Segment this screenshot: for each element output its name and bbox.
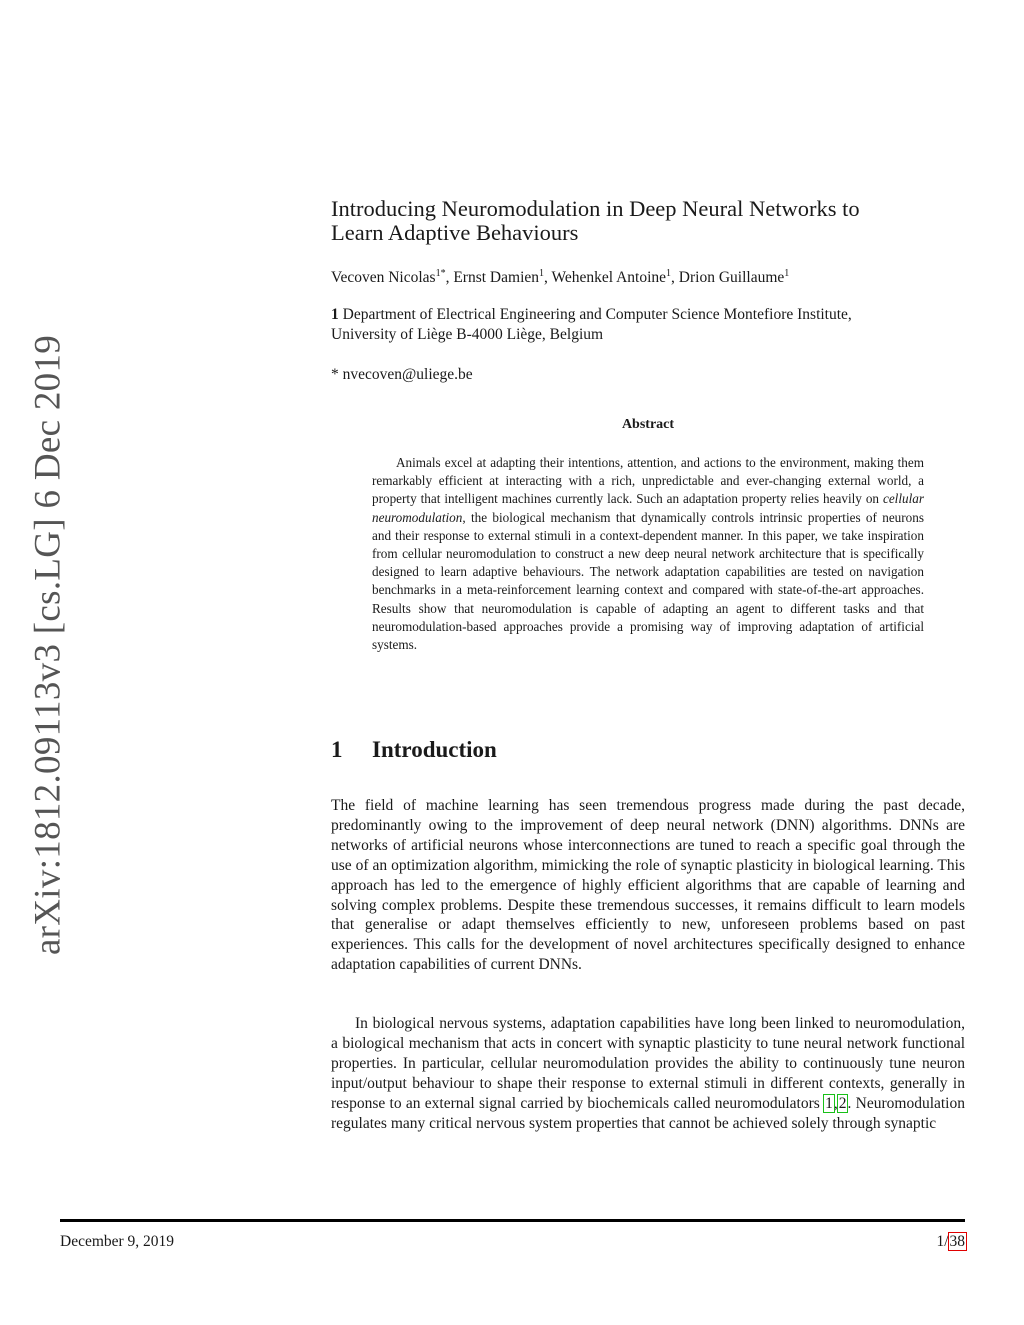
page-number [936, 1233, 966, 1251]
paper-title [331, 197, 971, 245]
abstract-text-start: Animals excel at adapting their intentions, attention, and actions to the environment, making them remarkably efficient at interacting with a rich, unpredictable and ever-changing external world, a property that intelligent machines currently lack. Such an adaptation property relies heavily on [372, 455, 924, 507]
affiliation-line-1: Department of Electrical Engineering and Computer Science Montefiore Institute, [342, 306, 852, 323]
author-separator: , [445, 269, 454, 287]
author-separator: , [671, 269, 679, 287]
author-affiliation-mark: 1 [784, 268, 790, 279]
paragraph-2-text-start: In biological nervous systems, adaptation capabilities have long been linked to neuromodulation, a biological mechanism that acts in concert with synaptic plasticity to tune neural network functional properties. In particular, cellular neuromodulation provides the ability to continuously tune neuron input/output behaviour to shape their response to external stimuli in different contexts, generally in response to an external signal carried by biochemicals called neuromodulators [331, 1015, 965, 1112]
author-name: Vecoven Nicolas [331, 269, 436, 287]
affiliation-line-2: University of Liège B-4000 Liège, Belgium [331, 326, 604, 343]
page-current: 1/ [936, 1233, 949, 1250]
abstract-heading: Abstract [621, 417, 675, 432]
citation-separator: , [833, 1094, 838, 1112]
section-heading-introduction [331, 737, 971, 763]
affiliation [331, 305, 971, 345]
author-name: Drion Guillaume [678, 269, 785, 287]
author-affiliation-mark: 1 [666, 268, 672, 279]
footer-date: December 9, 2019 [60, 1233, 175, 1250]
abstract-text-end: , the biological mechanism that dynamically controls intrinsic properties of neurons and their response to external stimuli in a context-dependent manner. In this paper, we take inspiration from cellular neuromodulation to construct a new deep neural network architecture that is specifically designed to learn adaptive behaviours. The network adaptation capabilities are tested on navigation benchmarks in a meta-reinforcement learning context and compared with state-of-the-art approaches. Results show that neuromodulation is capable of adapting an agent to different tasks and that neuromodulation-based approaches provide a promising way of improving adaptation of artificial systems. [372, 509, 924, 653]
section-number: 1 [331, 737, 343, 762]
abstract-emphasis: cellular neuromodulation [372, 491, 924, 525]
citation-link-2[interactable]: 2 [838, 1094, 847, 1112]
arxiv-identifier: arXiv:1812.09113v3 [cs.LG] 6 Dec 2019 [27, 334, 69, 956]
abstract-body [372, 454, 924, 654]
title-line-2: Learn Adaptive Behaviours [331, 220, 579, 245]
intro-paragraph-2 [331, 1014, 965, 1133]
author-separator: , [544, 269, 552, 287]
paragraph-2-text-end: . Neuromodulation regulates many critical nervous system properties that cannot be achieved solely through synaptic [331, 1094, 965, 1132]
intro-paragraph-1: The field of machine learning has seen tremendous progress made during the past decade, predominantly owing to the improvement of deep neural network (DNN) algorithms. DNNs are networks of artificial neurons whose interconnections are tuned to reach a specific goal through the use of an optimization algorithm, mimicking the role of synaptic plasticity in biological learning. This approach has led to the emergence of highly efficient algorithms that are capable of learning and solving complex problems. Despite these tremendous successes, it remains difficult to learn models that generalise or adapt themselves efficiently to new, unforeseen problems based on past experiences. This calls for the development of novel architectures specifically designed to enhance adaptation capabilities of current DNNs. [331, 797, 965, 974]
author-list [331, 264, 971, 288]
section-title: Introduction [372, 737, 497, 762]
affiliation-number: 1 [331, 306, 339, 323]
page-total-link[interactable]: 38 [949, 1233, 965, 1250]
author-affiliation-mark: 1* [435, 268, 446, 279]
footer-divider [60, 1219, 965, 1222]
corresponding-email: * nvecoven@uliege.be [331, 366, 473, 383]
author-affiliation-mark: 1 [539, 268, 545, 279]
citation-link-1[interactable]: 1 [825, 1094, 833, 1112]
author-name: Wehenkel Antoine [551, 269, 667, 287]
title-line-1: Introducing Neuromodulation in Deep Neural Networks to [331, 196, 860, 221]
author-name: Ernst Damien [453, 269, 540, 287]
